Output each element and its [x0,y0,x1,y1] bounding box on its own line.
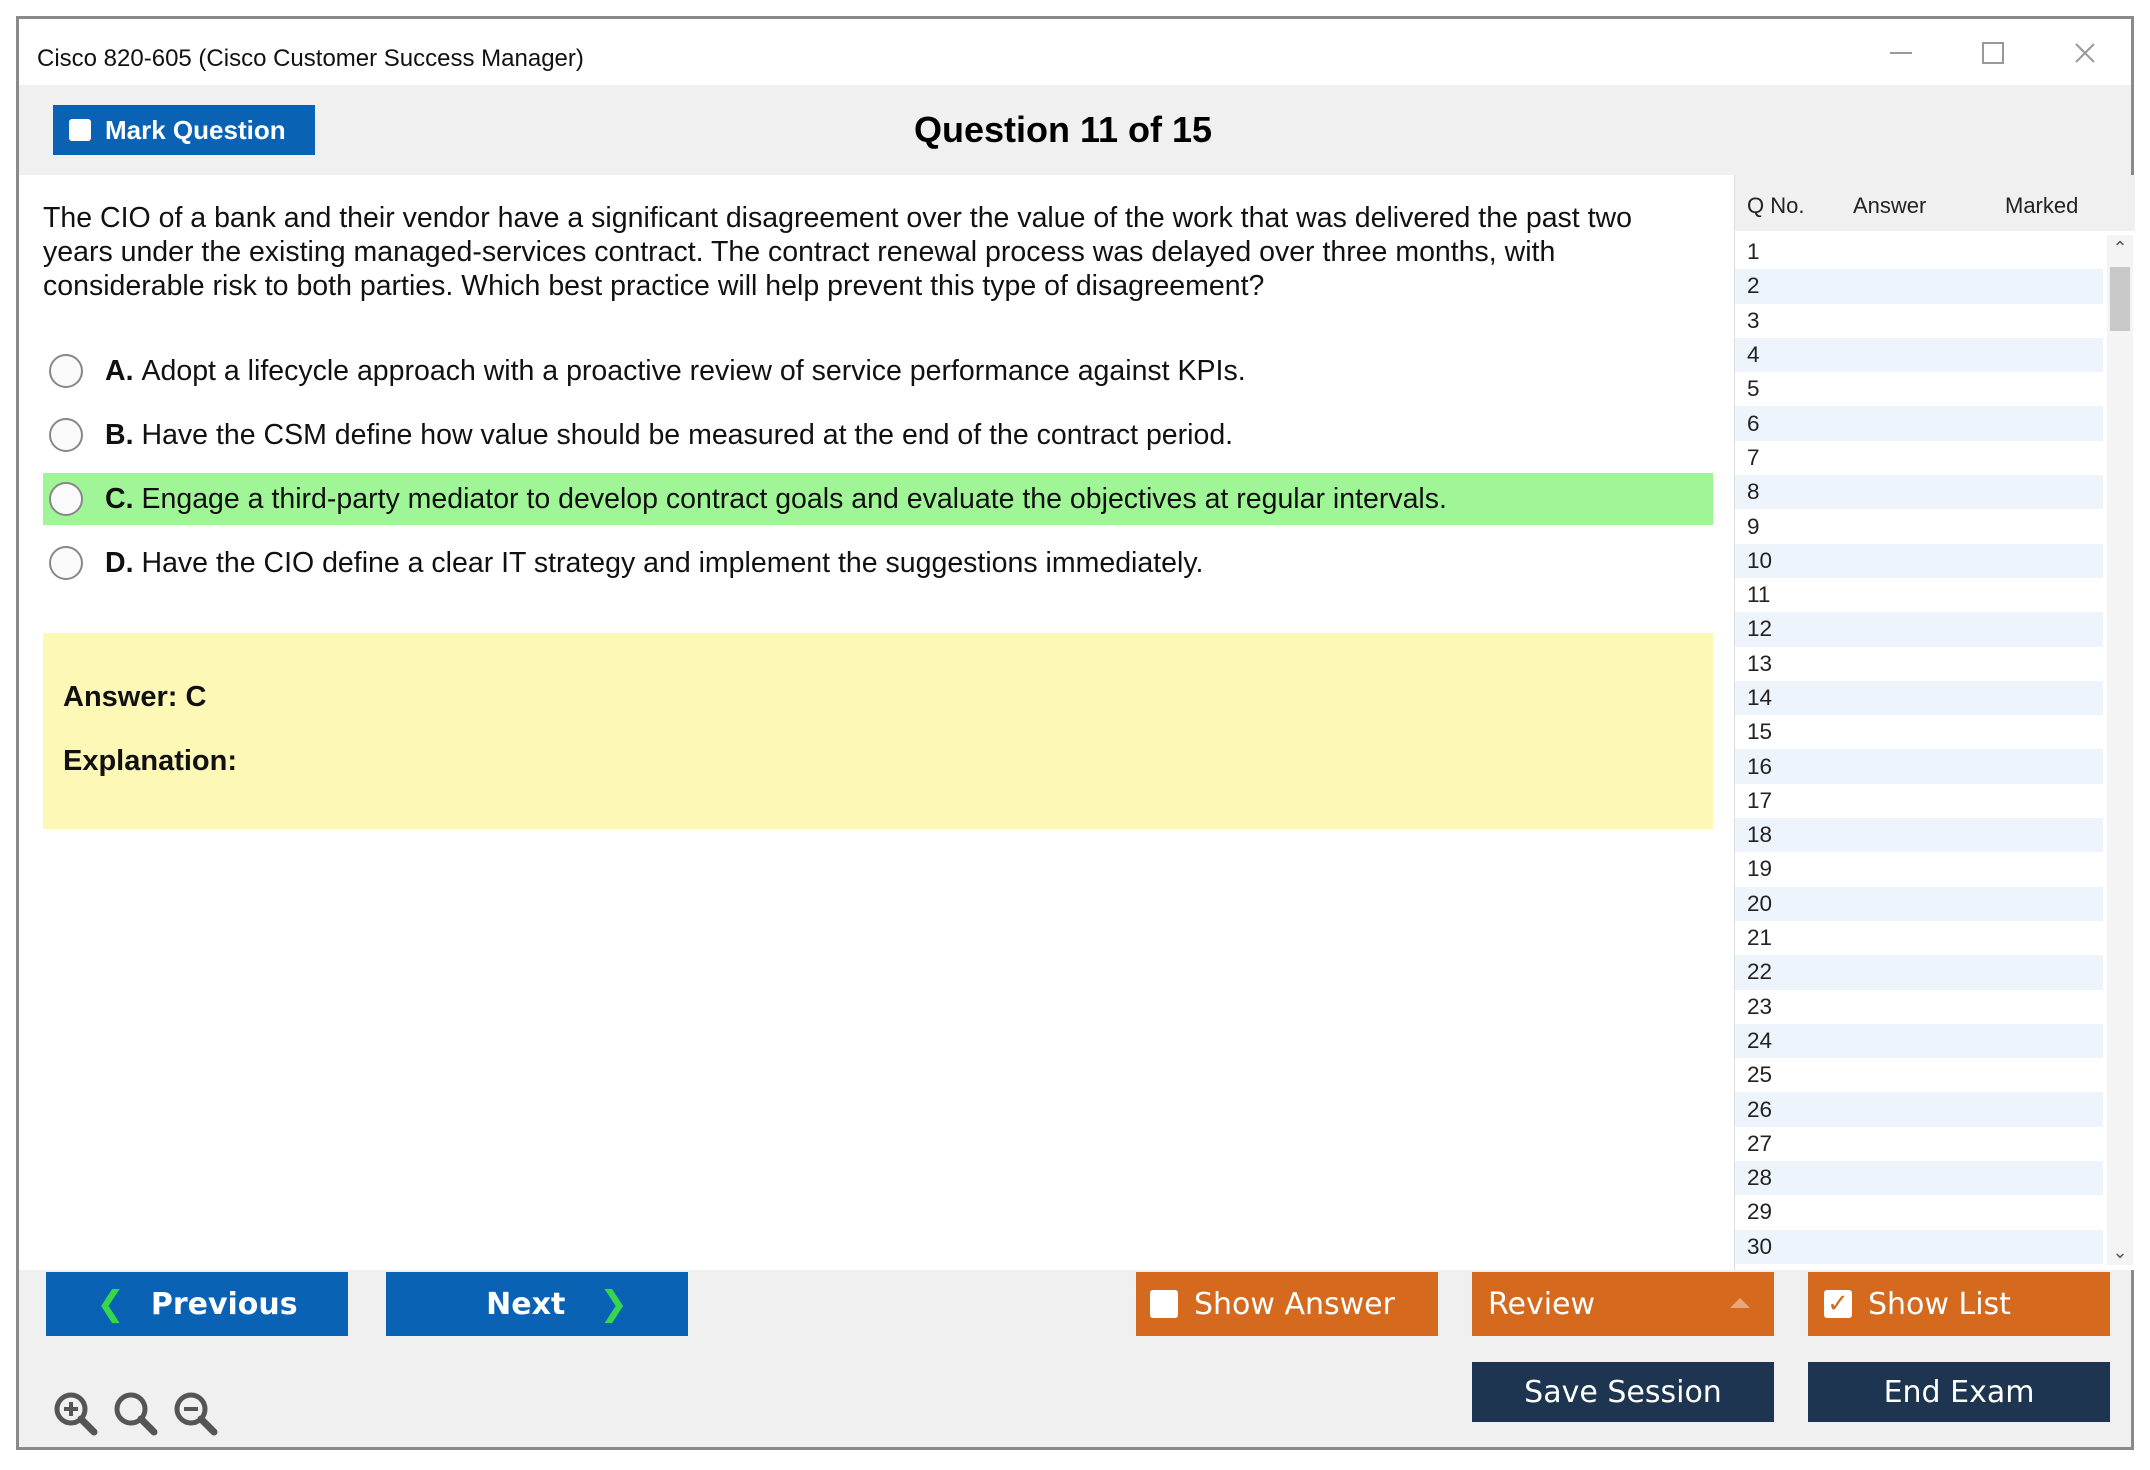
option-letter: D. [105,546,134,579]
minimize-button[interactable] [1871,33,1931,73]
option-c[interactable] [43,473,1713,525]
end-exam-label: End Exam [1883,1374,2035,1410]
scroll-thumb[interactable] [2110,267,2130,331]
previous-label: Previous [150,1286,298,1322]
show-list-label: Show List [1868,1286,2011,1322]
question-list-row[interactable]: 6 [1735,406,2103,440]
review-button[interactable] [1472,1272,1774,1336]
question-list-row[interactable]: 18 [1735,818,2103,852]
question-list-row[interactable]: 10 [1735,544,2103,578]
maximize-button[interactable] [1963,33,2023,73]
question-list-row[interactable]: 23 [1747,993,1773,1019]
close-icon [2073,41,2097,65]
question-list-row[interactable]: 21 [1747,925,1773,951]
question-list-row[interactable]: 4 [1735,338,2103,372]
show-list-button[interactable] [1808,1272,2110,1336]
question-list-row[interactable]: 8 [1735,475,2103,509]
end-exam-button[interactable] [1808,1362,2110,1422]
option-letter: B. [105,418,134,451]
question-list-row[interactable]: 28 [1735,1161,2103,1195]
radio-d[interactable] [49,546,83,580]
mark-question-label: Mark Question [105,114,286,145]
window-title: Cisco 820-605 (Cisco Customer Success Manager) [37,45,584,72]
question-list-row[interactable]: 22 [1735,955,2103,989]
question-list-row[interactable]: 30 [1735,1230,2103,1264]
show-answer-label: Show Answer [1194,1286,1395,1322]
show-answer-button[interactable] [1136,1272,1438,1336]
radio-c[interactable] [49,482,83,516]
close-button[interactable] [2055,33,2115,73]
save-session-button[interactable] [1472,1362,1774,1422]
next-label: Next [486,1286,566,1322]
question-list-row[interactable]: 15 [1747,719,1773,745]
answer-label: Answer: C [63,681,207,713]
scroll-up-icon[interactable]: ⌃ [2112,237,2128,258]
question-counter: Question 11 of 15 [913,109,1213,150]
explanation-label: Explanation: [63,745,238,777]
question-list-row[interactable]: 24 [1735,1024,2103,1058]
question-list-header [1735,175,2135,231]
question-list-row[interactable]: 2 [1735,269,2103,303]
question-list-row[interactable]: 13 [1747,650,1773,676]
option-text: Have the CSM define how value should be measured at the end of the contract period. [141,418,1234,451]
show-list-checkbox-icon: ✓ [1824,1290,1852,1318]
zoom-out-icon[interactable] [170,1388,220,1438]
question-list-row[interactable]: 29 [1747,1199,1773,1225]
chevron-right-icon: ❯ [599,1284,628,1324]
question-list-rows [1735,235,2103,1264]
option-text: Have the CIO define a clear IT strategy and implement the suggestions immediately. [141,546,1204,579]
question-list-row[interactable]: 7 [1747,444,1760,470]
answer-panel [43,633,1713,829]
previous-button[interactable] [46,1272,348,1336]
question-list-row[interactable]: 11 [1747,582,1771,608]
zoom-reset-icon[interactable] [110,1388,160,1438]
review-label: Review [1488,1286,1596,1322]
option-letter: A. [105,354,134,387]
scroll-down-icon[interactable]: ⌄ [2112,1241,2128,1262]
radio-a[interactable] [49,354,83,388]
question-list-row[interactable]: 14 [1735,681,2103,715]
caret-up-icon [1730,1298,1750,1308]
title-bar [19,19,2131,85]
show-answer-checkbox-icon [1150,1290,1178,1318]
option-b[interactable] [43,409,1713,461]
maximize-icon [1982,42,2004,64]
question-list-row[interactable]: 12 [1735,612,2103,646]
zoom-in-icon[interactable] [50,1388,100,1438]
option-letter: C. [105,482,134,515]
question-header [19,85,2131,175]
option-d[interactable] [43,537,1713,589]
header-qno[interactable]: Q No. [1747,193,1805,218]
question-list-row[interactable]: 17 [1747,787,1773,813]
option-text: Engage a third-party mediator to develop contract goals and evaluate the objectives at regular intervals. [141,482,1447,515]
option-a[interactable] [43,345,1713,397]
question-list-row[interactable]: 19 [1747,856,1773,882]
question-list-row[interactable]: 27 [1747,1130,1773,1156]
question-list-row[interactable]: 26 [1735,1092,2103,1126]
option-text: Adopt a lifecycle approach with a proactive review of service performance against KPIs. [141,354,1246,387]
question-text: The CIO of a bank and their vendor have a significant disagreement over the value of the work that was delivered the past two years under the existing managed-services contract. The contract renewal process was delayed over three months, with considerable risk to both parties. Which best practice will help prevent this type of disagreement? [43,202,1632,302]
question-list-row[interactable]: 16 [1735,749,2103,783]
question-list-row[interactable]: 25 [1747,1062,1773,1088]
app-window [16,16,2134,1450]
question-list-row[interactable]: 20 [1735,887,2103,921]
question-list-scrollbar[interactable] [2107,235,2133,1265]
question-list [1734,175,2135,1270]
radio-b[interactable] [49,418,83,452]
header-marked[interactable]: Marked [2005,193,2079,218]
question-list-row[interactable]: 1 [1747,239,1760,265]
chevron-left-icon: ❮ [96,1284,125,1324]
save-session-label: Save Session [1524,1374,1722,1410]
question-list-row[interactable]: 3 [1747,307,1760,333]
next-button[interactable] [386,1272,688,1336]
header-answer[interactable]: Answer [1853,193,1927,218]
minimize-icon [1890,52,1912,54]
question-list-row[interactable]: 9 [1747,513,1760,539]
question-list-row[interactable]: 5 [1747,376,1760,402]
